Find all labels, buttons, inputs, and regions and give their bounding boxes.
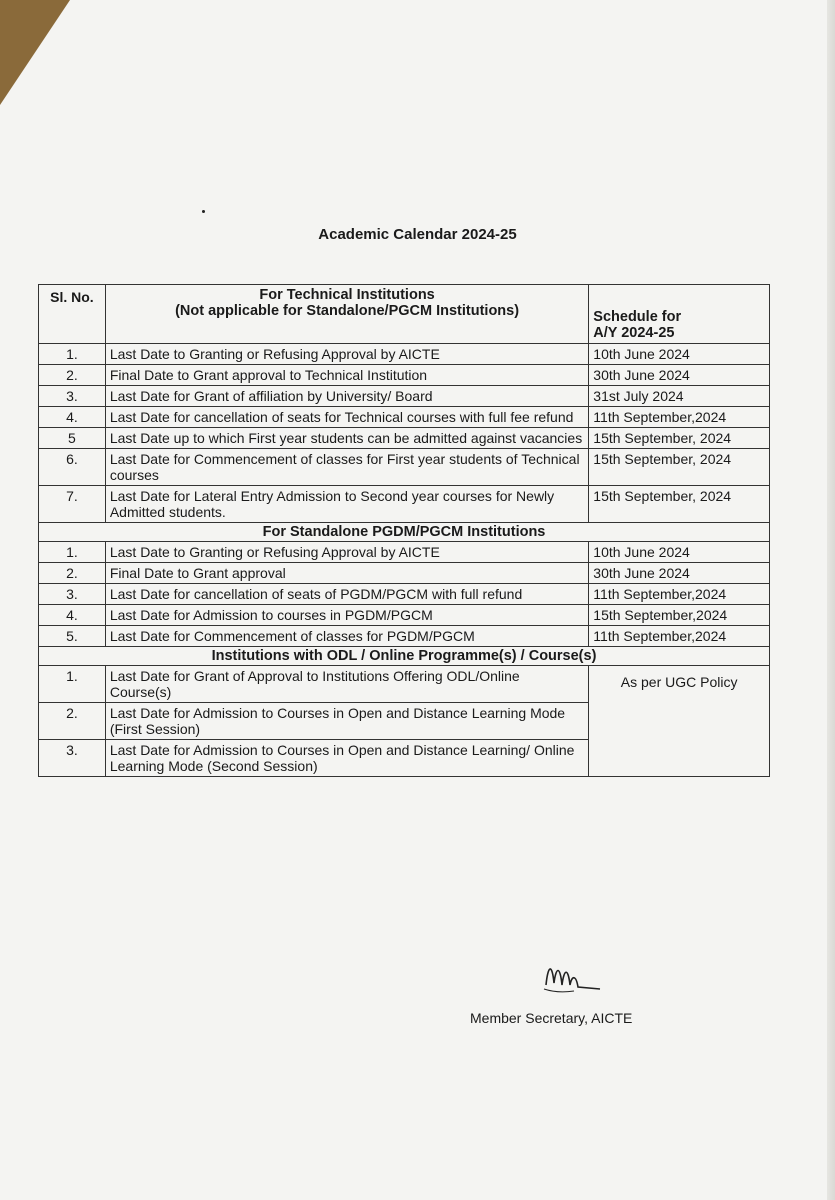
table-row [39, 449, 770, 486]
row-date: 30th June 2024 [589, 365, 770, 386]
row-description: Last Date for Commencement of classes for PGDM/PGCM [105, 626, 588, 647]
row-description: Last Date for cancellation of seats of PGDM/PGCM with full refund [105, 584, 588, 605]
paper-corner-shadow [0, 0, 70, 105]
row-description: Last Date for Admission to courses in PGDM/PGCM [105, 605, 588, 626]
schedule-header [589, 285, 770, 344]
table-row [39, 386, 770, 407]
table-row [39, 626, 770, 647]
signature-scribble [540, 955, 620, 1005]
row-date: 11th September,2024 [589, 626, 770, 647]
section-header-row [39, 647, 770, 666]
row-description: Last Date for Admission to Courses in Open and Distance Learning/ Online Learning Mode (Second Session) [105, 740, 588, 777]
row-date: 11th September,2024 [589, 584, 770, 605]
row-description: Last Date to Granting or Refusing Approval by AICTE [105, 542, 588, 563]
table-row [39, 542, 770, 563]
row-date: 15th September, 2024 [589, 449, 770, 486]
row-number: 1. [39, 344, 106, 365]
row-number: 5 [39, 428, 106, 449]
standalone-section-title: For Standalone PGDM/PGCM Institutions [39, 523, 770, 542]
page-title: Academic Calendar 2024-25 [318, 226, 517, 243]
row-number: 4. [39, 605, 106, 626]
row-description: Final Date to Grant approval [105, 563, 588, 584]
calendar-table [38, 284, 770, 777]
row-description: Last Date for cancellation of seats for Technical courses with full fee refund [105, 407, 588, 428]
row-date: 11th September,2024 [589, 407, 770, 428]
table-row [39, 605, 770, 626]
row-number: 3. [39, 584, 106, 605]
table-header-row [39, 285, 770, 344]
row-date: 31st July 2024 [589, 386, 770, 407]
row-number: 2. [39, 563, 106, 584]
sl-no-header: Sl. No. [39, 285, 106, 344]
odl-schedule: As per UGC Policy [589, 666, 770, 777]
row-description: Last Date for Grant of affiliation by University/ Board [105, 386, 588, 407]
row-number: 2. [39, 703, 106, 740]
row-description: Last Date for Lateral Entry Admission to Second year courses for Newly Admitted students. [105, 486, 588, 523]
paper-edge [827, 0, 835, 1200]
row-number: 3. [39, 740, 106, 777]
table-row [39, 666, 770, 703]
table-row [39, 407, 770, 428]
signatory-label: Member Secretary, AICTE [470, 1010, 633, 1026]
row-description: Last Date up to which First year students can be admitted against vacancies [105, 428, 588, 449]
schedule-header-line1: Schedule for [593, 309, 682, 325]
row-number: 1. [39, 542, 106, 563]
odl-section-title: Institutions with ODL / Online Programme(s) / Course(s) [39, 647, 770, 666]
row-description: Final Date to Grant approval to Technical Institution [105, 365, 588, 386]
table-row [39, 344, 770, 365]
row-number: 4. [39, 407, 106, 428]
row-description: Last Date to Granting or Refusing Approval by AICTE [105, 344, 588, 365]
row-description: Last Date for Admission to Courses in Open and Distance Learning Mode (First Session) [105, 703, 588, 740]
row-description: Last Date for Commencement of classes for First year students of Technical courses [105, 449, 588, 486]
row-description: Last Date for Grant of Approval to Institutions Offering ODL/Online Course(s) [105, 666, 588, 703]
row-date: 10th June 2024 [589, 344, 770, 365]
row-number: 5. [39, 626, 106, 647]
row-number: 2. [39, 365, 106, 386]
row-number: 1. [39, 666, 106, 703]
row-number: 7. [39, 486, 106, 523]
schedule-header-line2: A/Y 2024-25 [593, 325, 675, 341]
table-row [39, 563, 770, 584]
section-header-row [39, 523, 770, 542]
table-row [39, 584, 770, 605]
table-row [39, 428, 770, 449]
row-date: 15th September,2024 [589, 605, 770, 626]
technical-header-line1: For Technical Institutions [259, 287, 435, 303]
technical-section-header [105, 285, 588, 344]
technical-header-line2: (Not applicable for Standalone/PGCM Institutions) [175, 303, 520, 319]
ink-dot [202, 210, 205, 213]
row-number: 6. [39, 449, 106, 486]
row-date: 15th September, 2024 [589, 486, 770, 523]
row-date: 30th June 2024 [589, 563, 770, 584]
row-number: 3. [39, 386, 106, 407]
table-row [39, 486, 770, 523]
row-date: 10th June 2024 [589, 542, 770, 563]
table-row [39, 365, 770, 386]
signature [540, 955, 620, 1010]
row-date: 15th September, 2024 [589, 428, 770, 449]
